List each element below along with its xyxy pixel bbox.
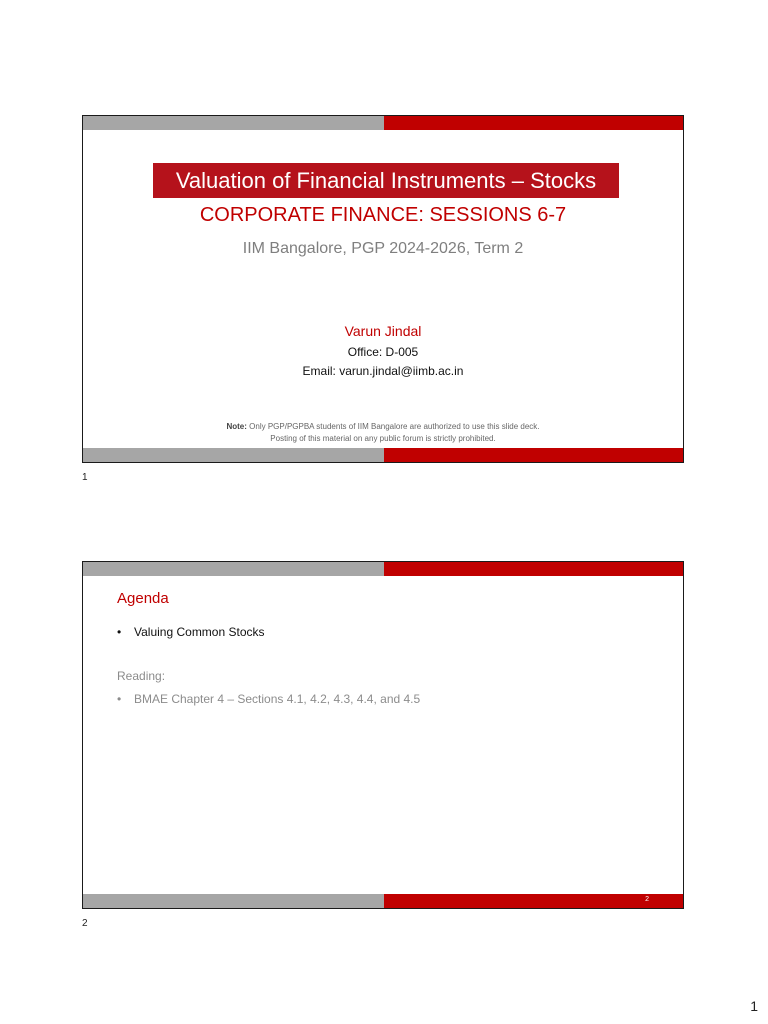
slide-2-top-bar xyxy=(83,562,683,576)
bullet-icon: • xyxy=(117,692,122,706)
top-bar-red-segment xyxy=(384,562,683,576)
slide-2-bottom-bar xyxy=(83,894,683,908)
institute-line: IIM Bangalore, PGP 2024-2026, Term 2 xyxy=(242,240,524,257)
presenter-name: Varun Jindal xyxy=(344,323,422,339)
slide-subtitle: CORPORATE FINANCE: SESSIONS 6-7 xyxy=(199,204,567,226)
top-bar-gray-segment xyxy=(83,116,384,130)
slide-title: Valuation of Financial Instruments – Stocks xyxy=(153,163,619,198)
reading-item xyxy=(117,692,420,706)
bottom-bar-red-segment xyxy=(384,894,683,908)
slide-1-bottom-bar xyxy=(83,448,683,462)
reading-label: Reading: xyxy=(117,669,166,683)
top-bar-red-segment xyxy=(384,116,683,130)
slide-1 xyxy=(82,115,684,463)
page-number: 1 xyxy=(750,998,758,1014)
bullet-icon: • xyxy=(117,625,122,639)
note-text-1: Only PGP/PGPBA students of IIM Bangalore are authorized to use this slide deck. xyxy=(249,422,540,431)
agenda-item xyxy=(117,625,265,639)
usage-note xyxy=(83,421,683,445)
agenda-item-text: Valuing Common Stocks xyxy=(134,625,265,639)
note-line-2: Posting of this material on any public forum is strictly prohibited. xyxy=(270,434,496,443)
bottom-bar-gray-segment xyxy=(83,894,384,908)
note-label: Note: xyxy=(226,422,247,431)
bottom-bar-red-segment xyxy=(384,448,683,462)
bottom-bar-gray-segment xyxy=(83,448,384,462)
agenda-heading: Agenda xyxy=(117,590,169,607)
office-info: Office: D-005 xyxy=(347,345,419,359)
note-line-1 xyxy=(83,421,683,433)
slide-1-label: 1 xyxy=(82,472,88,483)
email-info: Email: varun.jindal@iimb.ac.in xyxy=(302,364,464,378)
slide-1-top-bar xyxy=(83,116,683,130)
slide-number: 2 xyxy=(645,896,649,903)
slide-2-label: 2 xyxy=(82,918,88,929)
slide-2 xyxy=(82,561,684,909)
reading-item-text: BMAE Chapter 4 – Sections 4.1, 4.2, 4.3, 4.4, and 4.5 xyxy=(134,692,421,706)
top-bar-gray-segment xyxy=(83,562,384,576)
